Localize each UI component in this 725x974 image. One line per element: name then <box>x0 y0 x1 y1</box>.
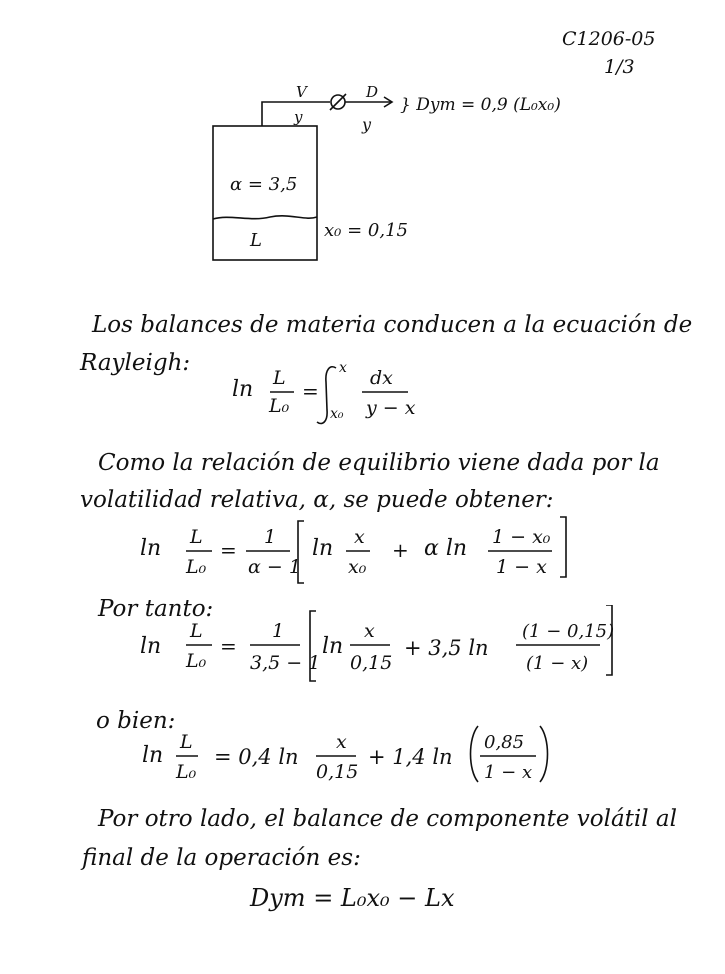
svg-text:ln: ln <box>142 743 164 768</box>
svg-text:x: x <box>339 360 347 376</box>
paragraph-5-line-2: final de la operación es: <box>82 845 361 871</box>
numeric-equation-2 <box>0 720 725 800</box>
svg-text:1: 1 <box>272 620 285 642</box>
distillate-label: D <box>366 83 379 101</box>
svg-text:+ 1,4 ln: + 1,4 ln <box>368 745 453 769</box>
svg-text:=: = <box>302 379 319 403</box>
svg-text:1 − x: 1 − x <box>484 762 533 783</box>
svg-text:dx: dx <box>370 367 393 389</box>
paragraph-2-line-1: Como la relación de equilibrio viene dada por la <box>98 450 660 476</box>
vapor-composition: y <box>294 108 303 126</box>
svg-text:ln: ln <box>140 634 162 659</box>
svg-text:1 − x: 1 − x <box>496 556 547 578</box>
initial-composition-label: x₀ = 0,15 <box>324 220 408 241</box>
svg-text:ln: ln <box>140 536 162 561</box>
svg-text:x₀: x₀ <box>330 406 344 422</box>
svg-text:ln: ln <box>312 536 334 561</box>
svg-text:L₀: L₀ <box>269 395 290 417</box>
svg-text:L₀: L₀ <box>186 650 207 672</box>
page-number: 1/3 <box>604 56 635 78</box>
svg-text:x: x <box>354 526 365 548</box>
still-diagram <box>0 0 725 300</box>
distillate-specification: } Dym = 0,9 (L₀x₀) <box>400 95 561 115</box>
svg-text:0,85: 0,85 <box>484 732 525 753</box>
paragraph-2-line-2: volatilidad relativa, α, se puede obtener: <box>80 487 554 513</box>
paragraph-5-line-1: Por otro lado, el balance de componente volátil al <box>98 806 677 832</box>
rayleigh-equation <box>0 360 725 450</box>
svg-text:1: 1 <box>264 526 277 548</box>
final-balance-equation: Dym = L₀x₀ − Lx <box>250 884 455 912</box>
svg-text:α ln: α ln <box>424 536 468 561</box>
svg-text:0,15: 0,15 <box>316 761 359 783</box>
svg-text:L₀: L₀ <box>176 761 197 783</box>
svg-text:= 0,4 ln: = 0,4 ln <box>214 745 299 769</box>
liquid-label: L <box>250 230 262 251</box>
svg-text:ln: ln <box>322 634 344 659</box>
relative-volatility-label: α = 3,5 <box>230 174 298 195</box>
svg-text:3,5 − 1: 3,5 − 1 <box>250 652 321 674</box>
svg-text:=: = <box>220 634 237 658</box>
svg-text:1 − x₀: 1 − x₀ <box>492 526 551 548</box>
svg-text:ln: ln <box>232 377 254 402</box>
general-equation <box>0 515 725 595</box>
svg-text:L: L <box>190 620 203 642</box>
paragraph-1-line-2: Rayleigh: <box>80 350 191 376</box>
svg-text:L: L <box>273 367 286 389</box>
svg-text:0,15: 0,15 <box>350 652 393 674</box>
liquid-surface <box>213 216 317 219</box>
svg-text:y − x: y − x <box>366 397 416 419</box>
numeric-equation-1 <box>0 605 725 695</box>
svg-text:x: x <box>364 620 375 642</box>
vapor-label: V <box>296 83 307 101</box>
svg-text:x: x <box>336 731 347 753</box>
paragraph-4: o bien: <box>96 708 176 734</box>
svg-text:(1 − x): (1 − x) <box>526 653 589 674</box>
svg-text:+ 3,5 ln: + 3,5 ln <box>404 636 489 660</box>
svg-text:L: L <box>180 731 193 753</box>
svg-text:α − 1: α − 1 <box>248 556 301 578</box>
document-code: C1206-05 <box>562 28 656 50</box>
svg-text:(1 − 0,15): (1 − 0,15) <box>522 621 615 642</box>
paragraph-3: Por tanto: <box>98 596 214 622</box>
paragraph-1-line-1: Los balances de materia conducen a la ecuación de <box>92 312 693 338</box>
svg-text:=: = <box>220 538 237 562</box>
svg-text:x₀: x₀ <box>348 556 367 578</box>
svg-text:L₀: L₀ <box>186 556 207 578</box>
svg-text:L: L <box>190 526 203 548</box>
distillate-composition: y <box>362 115 372 134</box>
svg-text:+: + <box>392 538 409 562</box>
